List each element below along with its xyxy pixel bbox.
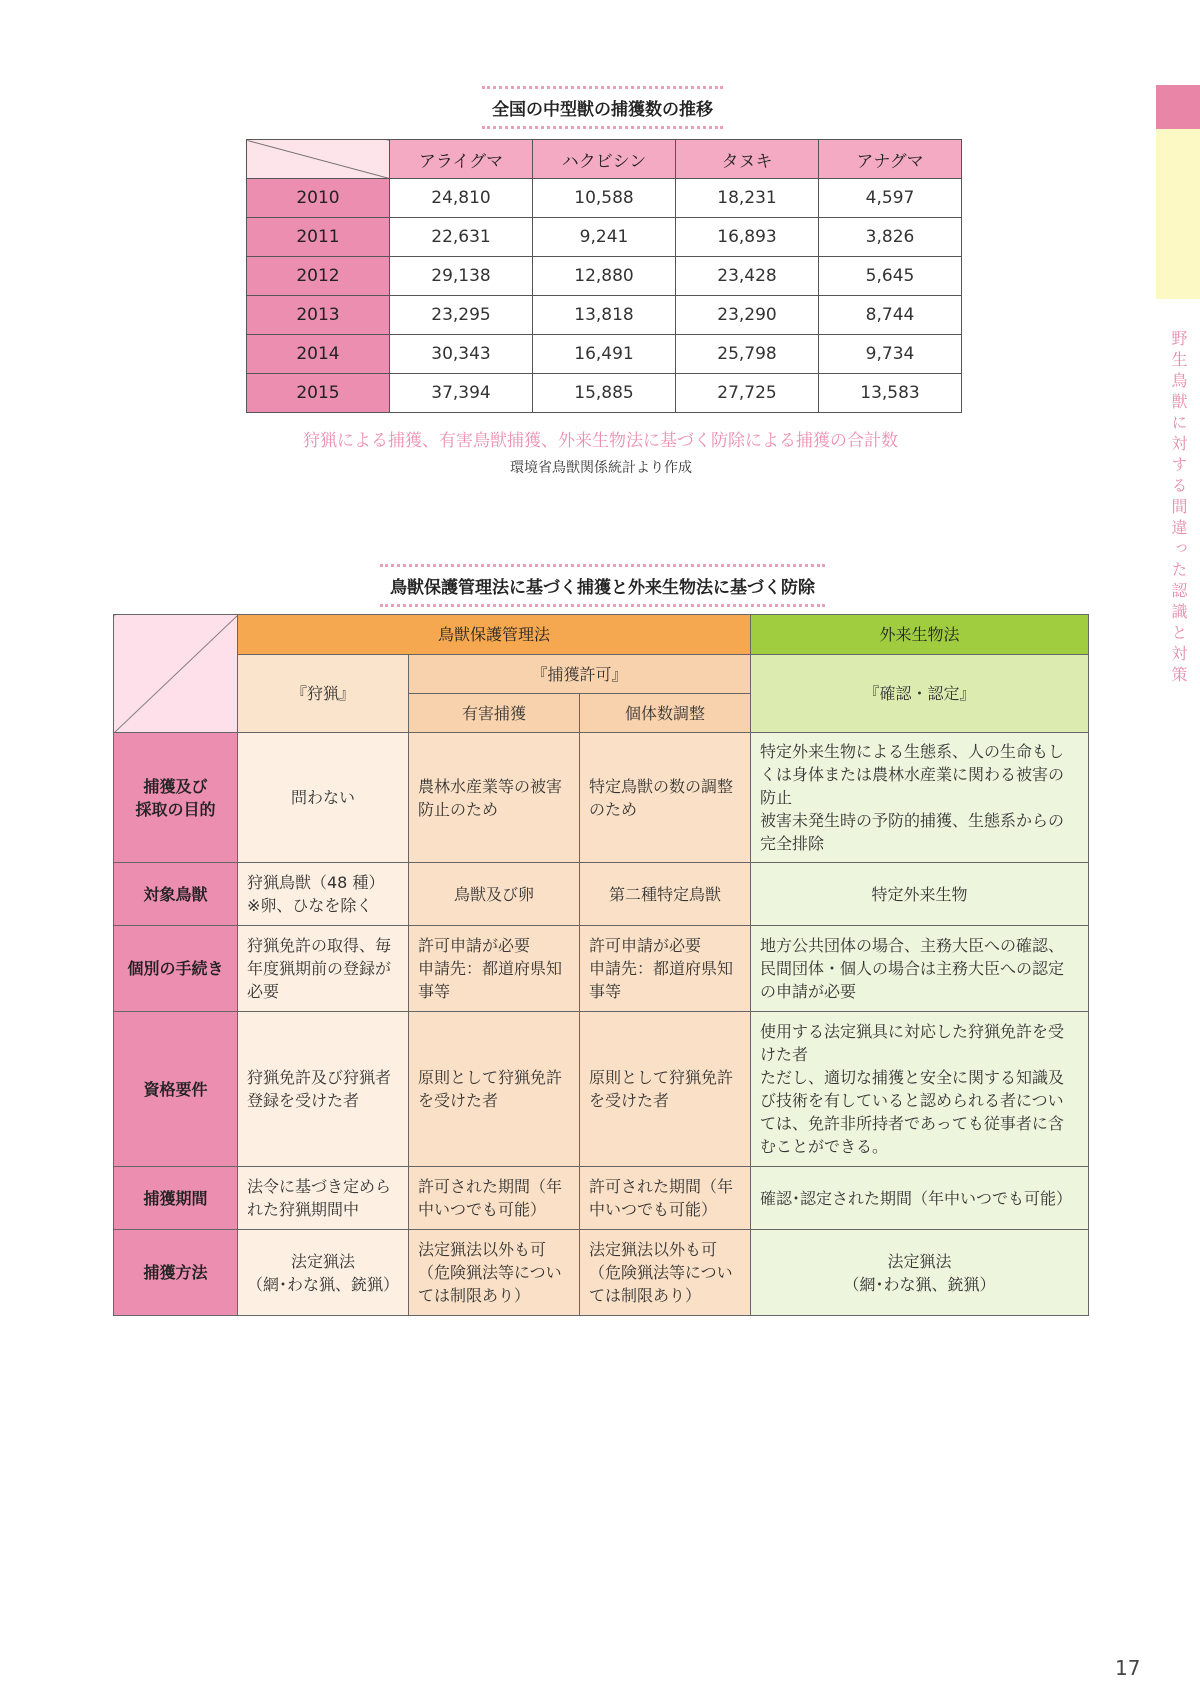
cell-line: 申請先：都道府県知事等 bbox=[418, 959, 563, 1001]
cell-line: （網･わな猟、銃猟） bbox=[843, 1274, 996, 1294]
table-row bbox=[114, 863, 1089, 926]
population-cell: 許可された期間（年中いつでも可能） bbox=[580, 1167, 751, 1230]
table-row bbox=[114, 1167, 1089, 1230]
population-header: 個体数調整 bbox=[580, 694, 751, 733]
table-row bbox=[114, 926, 1089, 1012]
alien-cell bbox=[751, 1167, 1089, 1230]
harmful-cell bbox=[409, 1230, 580, 1316]
table-header-row bbox=[247, 140, 962, 179]
table-row bbox=[114, 733, 1089, 863]
table1-title: 全国の中型獣の捕獲数の推移 bbox=[482, 86, 723, 129]
table2-title: 鳥獣保護管理法に基づく捕獲と外来生物法に基づく防除 bbox=[380, 564, 825, 607]
alien-cell bbox=[751, 1012, 1089, 1167]
hunting-cell bbox=[238, 1230, 409, 1316]
side-tab-band bbox=[1156, 129, 1200, 299]
value-cell: 23,290 bbox=[676, 296, 819, 335]
law-comparison-table bbox=[113, 614, 1089, 1316]
row-header bbox=[114, 863, 238, 926]
cell-line: 法定猟法以外も可 bbox=[418, 1240, 547, 1259]
year-cell: 2011 bbox=[247, 218, 390, 257]
value-cell: 23,295 bbox=[390, 296, 533, 335]
year-cell: 2014 bbox=[247, 335, 390, 374]
value-cell: 8,744 bbox=[819, 296, 962, 335]
table-row bbox=[114, 1230, 1089, 1316]
table-header-row bbox=[114, 655, 1089, 694]
row-header bbox=[114, 1012, 238, 1167]
cell-line: ただし、適切な捕獲と安全に関する知識及び技術を有していると認められる者については、免許非所持者であっても従事者に含むことができる。 bbox=[760, 1068, 1065, 1156]
table-row bbox=[247, 374, 962, 413]
value-cell: 12,880 bbox=[533, 257, 676, 296]
value-cell: 25,798 bbox=[676, 335, 819, 374]
population-cell bbox=[580, 1230, 751, 1316]
hunting-cell: 狩猟免許及び狩猟者登録を受けた者 bbox=[238, 1012, 409, 1167]
harmful-cell: 許可された期間（年中いつでも可能） bbox=[409, 1167, 580, 1230]
row-header-line: 捕獲及び bbox=[143, 776, 208, 796]
value-cell: 13,583 bbox=[819, 374, 962, 413]
row-header bbox=[114, 733, 238, 863]
chapter-side-label: 野生鳥獣に対する間違った認識と対策 bbox=[1169, 330, 1188, 687]
row-header-line: 資格要件 bbox=[143, 1079, 208, 1099]
cell-line: 被害未発生時の予防的捕獲、生態系からの完全排除 bbox=[760, 811, 1065, 853]
column-header: アライグマ bbox=[390, 140, 533, 179]
row-header bbox=[114, 926, 238, 1012]
row-header-line: 捕獲期間 bbox=[143, 1188, 208, 1208]
year-cell: 2010 bbox=[247, 179, 390, 218]
year-cell: 2015 bbox=[247, 374, 390, 413]
value-cell: 18,231 bbox=[676, 179, 819, 218]
hunting-cell: 法令に基づき定められた狩猟期間中 bbox=[238, 1167, 409, 1230]
row-header-line: 個別の手続き bbox=[127, 959, 224, 978]
confirm-header: 『確認・認定』 bbox=[751, 655, 1089, 733]
table-row bbox=[114, 1012, 1089, 1167]
value-cell: 27,725 bbox=[676, 374, 819, 413]
value-cell: 5,645 bbox=[819, 257, 962, 296]
alien-cell bbox=[751, 1230, 1089, 1316]
table-row bbox=[247, 257, 962, 296]
cell-line: ※卵、ひなを除く bbox=[247, 896, 373, 915]
column-header: ハクビシン bbox=[533, 140, 676, 179]
value-cell: 29,138 bbox=[390, 257, 533, 296]
alien-cell bbox=[751, 863, 1089, 926]
alien-cell bbox=[751, 733, 1089, 863]
row-header bbox=[114, 1167, 238, 1230]
value-cell: 23,428 bbox=[676, 257, 819, 296]
population-cell: 第二種特定鳥獣 bbox=[580, 863, 751, 926]
cell-line: 地方公共団体の場合、主務大臣への確認、民間団体・個人の場合は主務大臣への認定の申請が必要 bbox=[760, 936, 1065, 1001]
permit-header: 『捕獲許可』 bbox=[409, 655, 751, 694]
hunting-cell: 問わない bbox=[238, 733, 409, 863]
table-row bbox=[247, 179, 962, 218]
value-cell: 13,818 bbox=[533, 296, 676, 335]
cell-line: 特定外来生物による生態系、人の生命もしくは身体または農林水産業に関わる被害の防止 bbox=[760, 742, 1065, 807]
page-number: 17 bbox=[1115, 1656, 1141, 1680]
value-cell: 37,394 bbox=[390, 374, 533, 413]
hunting-cell: 狩猟免許の取得、毎年度猟期前の登録が必要 bbox=[238, 926, 409, 1012]
cell-line: 法定猟法 bbox=[290, 1251, 355, 1271]
cell-line: 特定外来生物 bbox=[871, 884, 968, 904]
harmful-cell: 鳥獣及び卵 bbox=[409, 863, 580, 926]
row-header-line: 採取の目的 bbox=[135, 799, 216, 819]
row-header-line: 捕獲方法 bbox=[143, 1263, 208, 1282]
value-cell: 3,826 bbox=[819, 218, 962, 257]
cell-line: 許可申請が必要 bbox=[589, 936, 702, 955]
column-header: タヌキ bbox=[676, 140, 819, 179]
table-header-row bbox=[114, 615, 1089, 655]
table-row bbox=[247, 218, 962, 257]
harmful-header: 有害捕獲 bbox=[409, 694, 580, 733]
law2-header: 外来生物法 bbox=[751, 615, 1089, 655]
cell-line: 狩猟鳥獣（48 種） bbox=[247, 873, 385, 892]
hunting-header: 『狩猟』 bbox=[238, 655, 409, 733]
year-cell: 2013 bbox=[247, 296, 390, 335]
cell-line: 許可申請が必要 bbox=[418, 936, 531, 955]
law1-header: 鳥獣保護管理法 bbox=[238, 615, 751, 655]
cell-line: （網･わな猟、銃猟） bbox=[247, 1274, 400, 1294]
row-header-line: 対象鳥獣 bbox=[143, 884, 208, 904]
table-row bbox=[247, 335, 962, 374]
alien-cell bbox=[751, 926, 1089, 1012]
capture-count-table bbox=[246, 139, 962, 413]
table-row bbox=[247, 296, 962, 335]
row-header bbox=[114, 1230, 238, 1316]
population-cell: 特定鳥獣の数の調整のため bbox=[580, 733, 751, 863]
corner-cell bbox=[247, 140, 390, 179]
value-cell: 16,893 bbox=[676, 218, 819, 257]
side-tab-marker bbox=[1156, 85, 1200, 129]
hunting-cell bbox=[238, 863, 409, 926]
cell-line: （危険猟法等については制限あり） bbox=[589, 1263, 733, 1305]
harmful-cell: 原則として狩猟免許を受けた者 bbox=[409, 1012, 580, 1167]
value-cell: 30,343 bbox=[390, 335, 533, 374]
cell-line: 確認･認定された期間（年中いつでも可能） bbox=[760, 1188, 1073, 1208]
value-cell: 4,597 bbox=[819, 179, 962, 218]
harmful-cell: 農林水産業等の被害防止のため bbox=[409, 733, 580, 863]
population-cell: 原則として狩猟免許を受けた者 bbox=[580, 1012, 751, 1167]
value-cell: 10,588 bbox=[533, 179, 676, 218]
cell-line: 法定猟法以外も可 bbox=[589, 1240, 718, 1259]
value-cell: 24,810 bbox=[390, 179, 533, 218]
cell-line: 申請先：都道府県知事等 bbox=[589, 959, 734, 1001]
cell-line: 法定猟法 bbox=[887, 1251, 952, 1271]
corner-cell bbox=[114, 615, 238, 733]
value-cell: 22,631 bbox=[390, 218, 533, 257]
column-header: アナグマ bbox=[819, 140, 962, 179]
table1-source: 環境省鳥獣関係統計より作成 bbox=[510, 460, 692, 476]
value-cell: 9,734 bbox=[819, 335, 962, 374]
population-cell bbox=[580, 926, 751, 1012]
value-cell: 15,885 bbox=[533, 374, 676, 413]
cell-line: 使用する法定猟具に対応した狩猟免許を受けた者 bbox=[760, 1022, 1065, 1064]
table1-note: 狩猟による捕獲、有害鳥獣捕獲、外来生物法に基づく防除による捕獲の合計数 bbox=[303, 431, 898, 451]
year-cell: 2012 bbox=[247, 257, 390, 296]
value-cell: 9,241 bbox=[533, 218, 676, 257]
harmful-cell bbox=[409, 926, 580, 1012]
cell-line: （危険猟法等については制限あり） bbox=[418, 1263, 562, 1305]
value-cell: 16,491 bbox=[533, 335, 676, 374]
